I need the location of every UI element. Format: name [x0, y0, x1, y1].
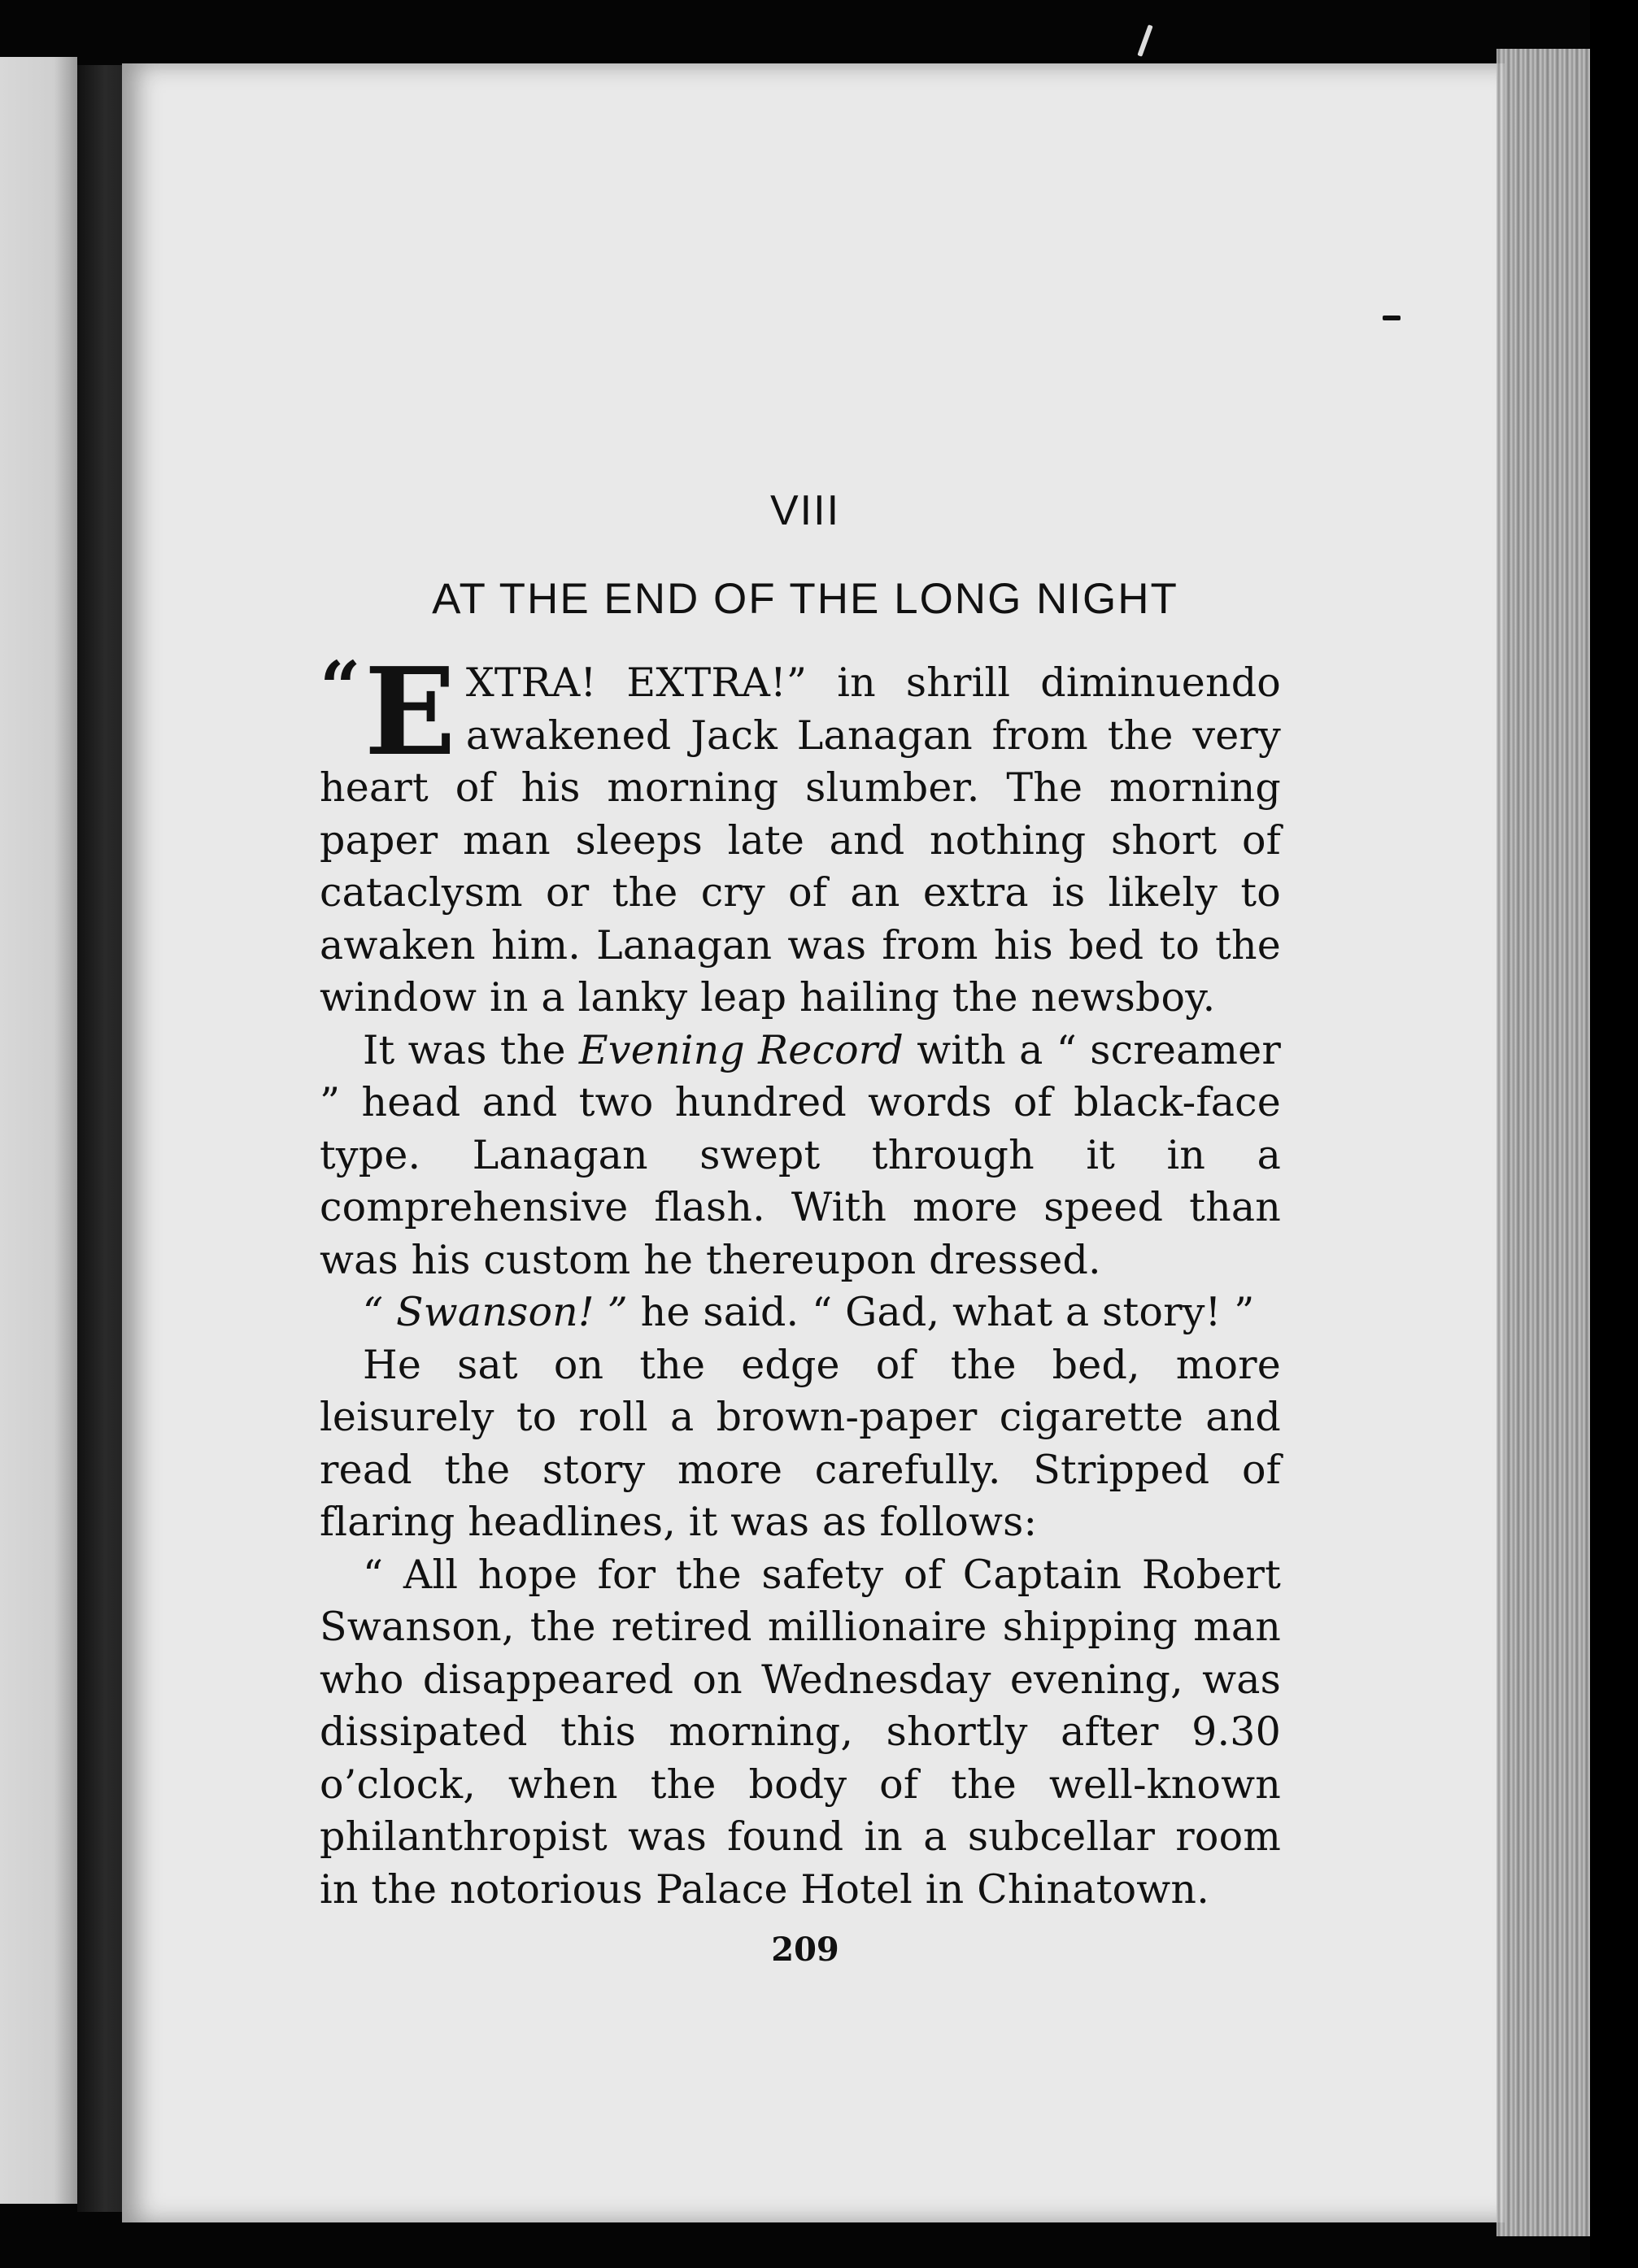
paragraph-4: He sat on the edge of the bed, more leisurely to roll a brown-paper cigarette and read the story more carefully. Stripped of flaring headlines, it was as follows: — [320, 1341, 1281, 1545]
paragraph-2-lead: It was the — [363, 1026, 579, 1073]
book-page — [122, 63, 1505, 2222]
dark-border — [1590, 0, 1638, 2268]
paragraph-3-rest: he said. “ Gad, what a story! ” — [627, 1289, 1255, 1335]
page-number: 209 — [771, 1931, 839, 1969]
paragraph-2-rest: with a “ screamer ” head and two hundred words of black-face type. Lanagan swept through it in a comprehensive flash. With more speed than was his custom he thereupon dressed. — [320, 1026, 1281, 1283]
body-text — [320, 641, 1281, 1916]
paragraph-3 — [320, 1286, 1281, 1339]
scan-smudge — [1383, 316, 1401, 320]
paragraph-2 — [320, 1025, 1281, 1287]
exclamation-swanson: “ Swanson! ” — [363, 1289, 628, 1335]
paragraph-1-text: XTRA! EXTRA!” in shrill diminuendo awakened Jack Lanagan from the very heart of his morning slumber. The morning paper man sleeps late and nothing short of cataclysm or the cry of an extra is likely to awaken him. Lanagan was from his bed to the window in a lanky leap hailing the newsboy. — [320, 660, 1281, 1021]
opening-quote-mark: “ — [320, 645, 361, 729]
scan-mark — [1137, 24, 1152, 57]
chapter-title: AT THE END OF THE LONG NIGHT — [432, 575, 1178, 623]
paragraph-5: “ All hope for the safety of Captain Robert Swanson, the retired millionaire shipping man who disappeared on Wednesday evening, was dissipated this morning, shortly after 9.30 o’clock, when the body of the well-known philanthropist was found in a subcellar room in the notorious Palace Hotel in Chinatown. — [320, 1551, 1281, 1913]
chapter-number: VIII — [769, 487, 841, 534]
left-page-edge — [0, 57, 77, 2204]
newspaper-name: Evening Record — [578, 1026, 904, 1073]
right-page-edges — [1496, 49, 1594, 2236]
drop-cap-letter: E — [364, 641, 456, 782]
paragraph-1 — [320, 641, 1281, 1025]
